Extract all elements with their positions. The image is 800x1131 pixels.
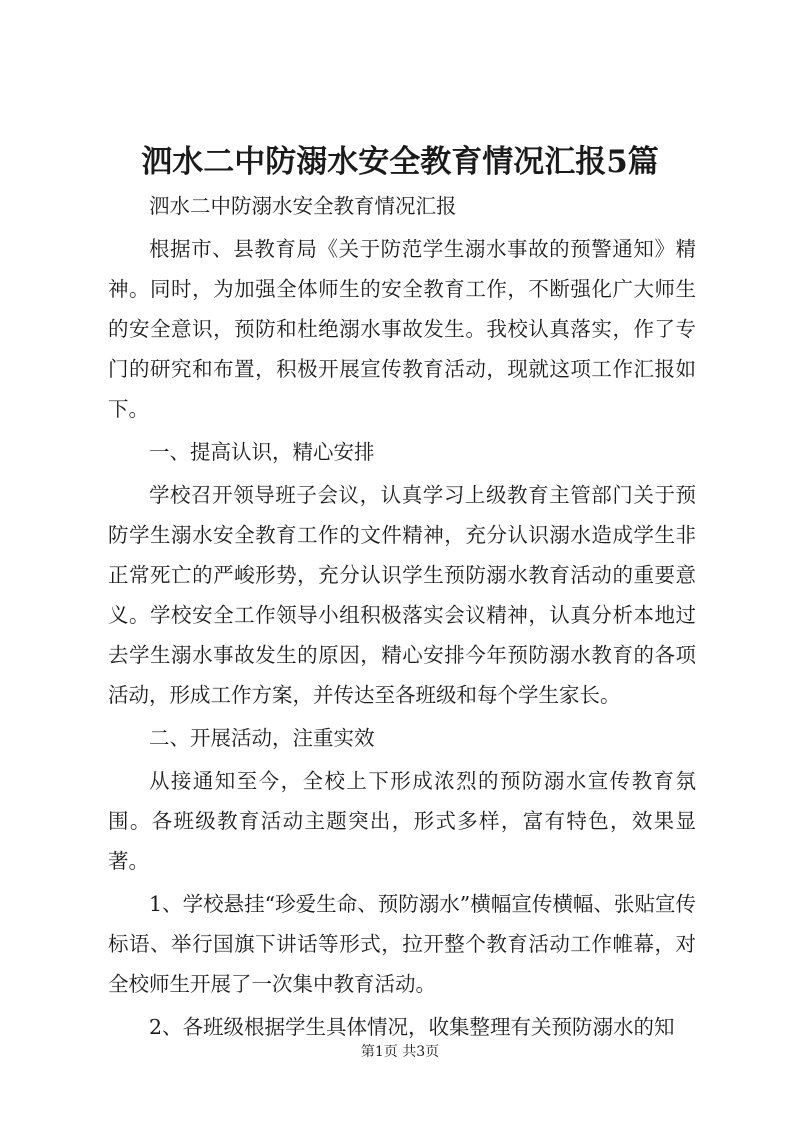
document-title: 泗水二中防溺水安全教育情况汇报5篇 (141, 144, 659, 180)
section-heading-2: 二、开展活动，注重实效 (149, 726, 375, 750)
section-heading-1: 一、提高认识，精心安排 (149, 440, 375, 464)
paragraph-section-2: 从接通知至今，全校上下形成浓烈的预防溺水宣传教育氛围。各班级教育活动主题突出，形式多样，富有特色，效果显著。 (108, 769, 696, 873)
document-body (108, 186, 696, 1050)
paragraph-subtitle: 泗水二中防溺水安全教育情况汇报 (149, 194, 457, 218)
paragraph-intro: 根据市、县教育局《关于防范学生溺水事故的预警通知》精神。同时，为加强全体师生的安全教育工作，不断强化广大师生的安全意识，预防和杜绝溺水事故发生。我校认真落实，作了专门的研究和布置，积极开展宣传教育活动，现就这项工作汇报如下。 (108, 237, 696, 421)
page-footer: 第1页 共3页 (360, 1044, 440, 1060)
paragraph-item-2: 2、各班级根据学生具体情况，收集整理有关预防溺水的知 (149, 1015, 675, 1039)
paragraph-item-1: 1、学校悬挂“珍爱生命、预防溺水”横幅宣传横幅、张贴宣传标语、举行国旗下讲话等形式，拉开整个教育活动工作帷幕，对全校师生开展了一次集中教育活动。 (108, 892, 696, 996)
paragraph-section-1: 学校召开领导班子会议，认真学习上级教育主管部门关于预防学生溺水安全教育工作的文件精神，充分认识溺水造成学生非正常死亡的严峻形势，充分认识学生预防溺水教育活动的重要意义。学校安全工作领导小组积极落实会议精神，认真分析本地过去学生溺水事故发生的原因，精心安排今年预防溺水教育的各项活动，形成工作方案，并传达至各班级和每个学生家长。 (108, 483, 696, 707)
